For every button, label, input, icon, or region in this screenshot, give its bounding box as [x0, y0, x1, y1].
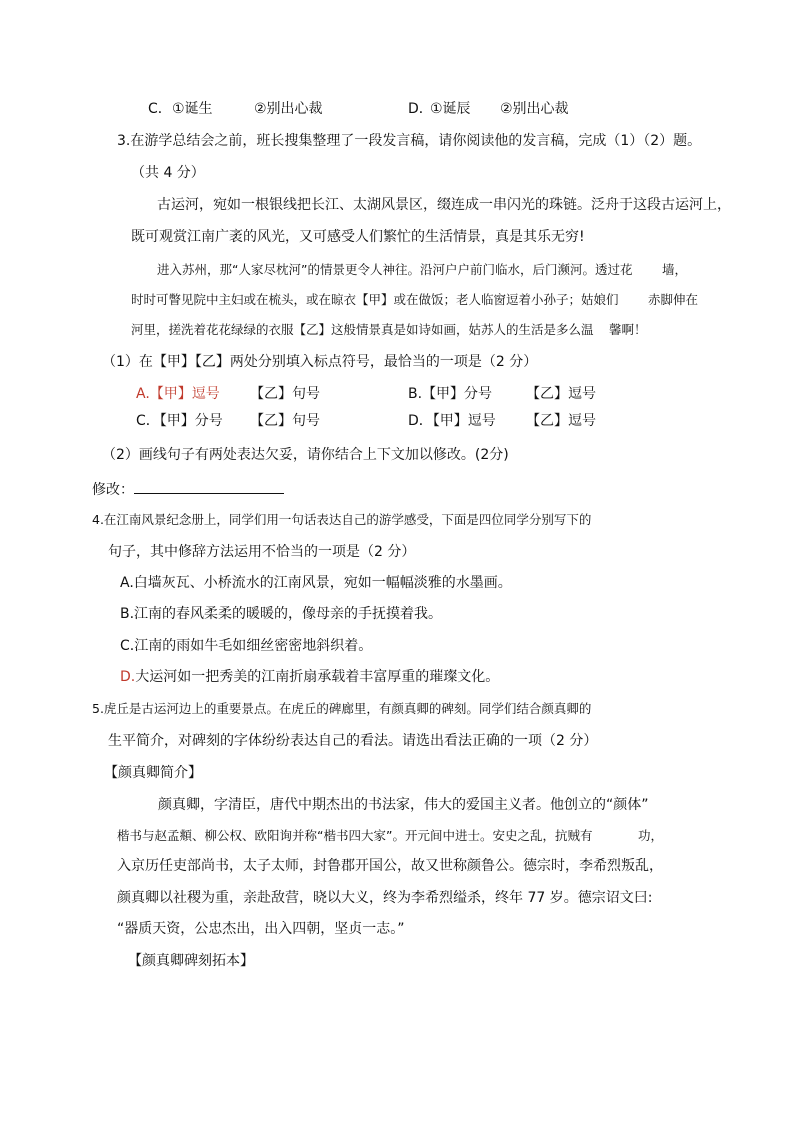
q3-para1-line2: 既可观赏江南广袤的风光，又可感受人们繁忙的生活情景，真是其乐无穷! [131, 229, 585, 245]
q5-bio-title: 【颜真卿简介】 [104, 765, 202, 781]
q4-option-d-text: 大运河如一把秀美的江南折扇承载着丰富厚重的璀璨文化。 [135, 669, 500, 685]
q5-bio-line5: “器质天资，公忠杰出，出入四朝，坚贞一志。” [117, 921, 405, 937]
q4-option-c: C.江南的雨如牛毛如细丝密密地斜织着。 [120, 638, 373, 654]
q4-option-d: D.大运河如一把秀美的江南折扇承载着丰富厚重的璀璨文化。 [120, 669, 500, 685]
q5-bio-line4: 颜真卿以社稷为重，亲赴敌营，晓以大义，终为李希烈缢杀，终年 77 岁。德宗诏文曰: [117, 890, 653, 906]
q3-option-b-yi: 【乙】逗号 [526, 386, 596, 402]
q5-rubbing-title: 【颜真卿碑刻拓本】 [128, 953, 254, 969]
q3-option-c: C．【甲】分号 [136, 413, 223, 429]
q3-sub1-stem: （1）在【甲】【乙】两处分别填入标点符号，最恰当的一项是（2 分） [102, 354, 538, 370]
q3-option-c-yi: 【乙】句号 [250, 413, 320, 429]
q3-answer-label: 修改： [92, 482, 134, 498]
q5-bio-line2-tail: 功， [638, 828, 664, 843]
q3-answer-line [92, 479, 284, 500]
q4-option-b: B.江南的春风柔柔的暖暖的，像母亲的手抚摸着我。 [120, 606, 443, 622]
q5-bio-line1: 颜真卿，字清臣，唐代中期杰出的书法家，伟大的爱国主义者。他创立的“颜体” [158, 797, 649, 813]
option-c-word1: ①诞生 [172, 101, 213, 117]
option-c-label: C． [148, 101, 172, 117]
q3-intro-line1: 3.在游学总结会之前，班长搜集整理了一段发言稿，请你阅读他的发言稿，完成（1）（2）题。 [117, 133, 702, 149]
option-c-word2: ②别出心裁 [254, 101, 323, 117]
q3-para2-line1-tail: 墙， [662, 262, 688, 277]
q3-option-d: D．【甲】逗号 [408, 413, 496, 429]
q3-para2-line1: 进入苏州，那“人家尽枕河”的情景更令人神往。沿河户户前门临水，后门濒河。透过花 [157, 262, 633, 277]
q5-bio-line2: 楷书与赵孟頫、柳公权、欧阳询并称“楷书四大家”。开元间中进士。安史之乱，抗贼有 [117, 828, 593, 843]
q3-sub2-stem: （2）画线句子有两处表达欠妥，请你结合上下文加以修改。(2分) [102, 447, 509, 463]
option-d-word2: ②别出心裁 [500, 101, 569, 117]
option-d-label: D． [408, 101, 433, 117]
option-d-word1: ①诞辰 [430, 101, 471, 117]
q3-para2-line2: 时时可瞥见院中主妇或在梳头，或在晾衣【甲】或在做饭；老人临窗逗着小孙子；姑娘们 [131, 292, 619, 307]
q3-para2-line3: 河里，搓洗着花花绿绿的衣服【乙】这般情景真是如诗如画，姑苏人的生活是多么温 [131, 322, 594, 337]
q4-stem-line2: 句子，其中修辞方法运用不恰当的一项是（2 分） [108, 544, 416, 560]
q4-stem-line1: 4.在江南风景纪念册上，同学们用一句话表达自己的游学感受，下面是四位同学分别写下的 [92, 512, 592, 527]
q3-para2-line3-tail: 馨啊！ [609, 322, 647, 337]
q3-option-b: B.【甲】分号 [408, 386, 493, 402]
q3-option-a-yi: 【乙】句号 [250, 386, 320, 402]
q5-stem-line1: 5.虎丘是古运河边上的重要景点。在虎丘的碑廊里，有颜真卿的碑刻。同学们结合颜真卿的 [92, 701, 592, 716]
q3-option-d-yi: 【乙】逗号 [526, 413, 596, 429]
q3-para2-line2-tail: 赤脚伸在 [648, 292, 699, 307]
q3-answer-blank[interactable] [134, 479, 284, 494]
q3-option-a: A.【甲】逗号 [136, 386, 220, 402]
q5-stem-line2: 生平简介，对碑刻的字体纷纷表达自己的看法。请选出看法正确的一项（2 分） [108, 733, 598, 749]
q3-intro-line2: （共 4 分） [131, 165, 205, 181]
q4-option-a: A.白墙灰瓦、小桥流水的江南风景，宛如一幅幅淡雅的水墨画。 [120, 575, 512, 591]
q5-bio-line3: 入京历任吏部尚书，太子太师，封鲁郡开国公，故又世称颜鲁公。德宗时，李希烈叛乱， [117, 858, 663, 874]
q3-para1-line1: 古运河，宛如一根银线把长江、太湖风景区，缀连成一串闪光的珠链。泛舟于这段古运河上， [157, 197, 731, 213]
